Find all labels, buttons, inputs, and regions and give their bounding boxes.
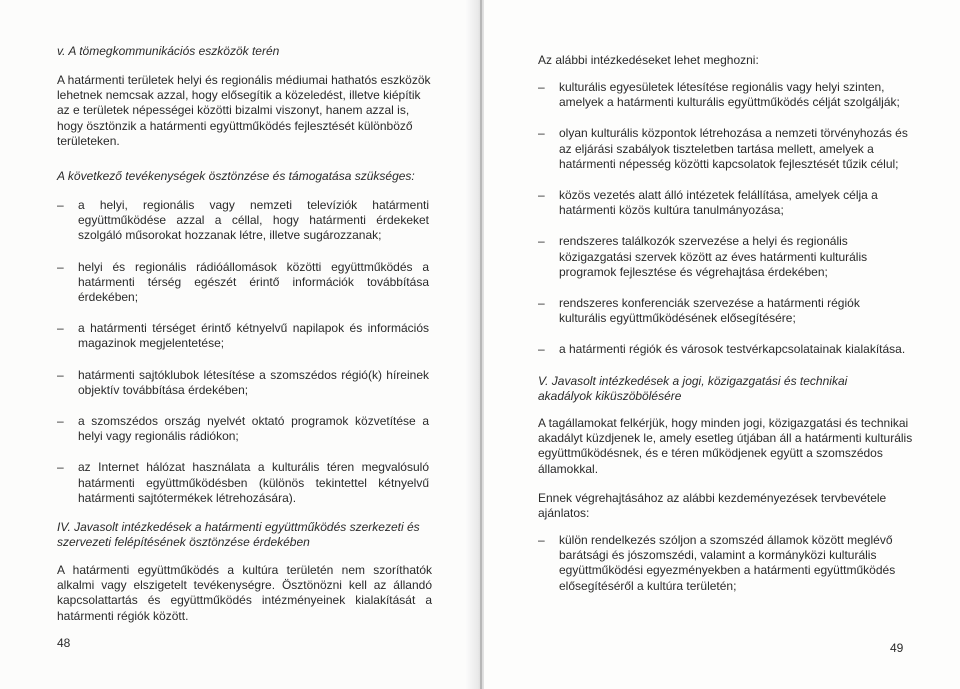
dash-bullet: – xyxy=(57,198,64,212)
dash-bullet: – xyxy=(538,234,545,249)
list-item-text: a határmenti térséget érintő kétnyelvű napilapok és információs magazinok megjelentetése; xyxy=(78,321,429,351)
initiatives-intro: Ennek végrehajtásához az alábbi kezdeményezések tervbevétele ajánlatos: xyxy=(538,491,887,521)
dash-bullet: – xyxy=(538,126,545,141)
dash-bullet: – xyxy=(538,533,545,547)
dash-bullet: – xyxy=(538,296,545,311)
left-bullet-list xyxy=(57,198,429,522)
dash-bullet: – xyxy=(538,342,545,357)
page-number-left: 48 xyxy=(57,636,71,650)
section-v-title: V. Javasolt intézkedések a jogi, közigazgatási és technikai akadályok kiküszöbölésére xyxy=(538,374,848,404)
list-item xyxy=(57,414,429,444)
dash-bullet: – xyxy=(57,367,64,382)
list-item xyxy=(538,188,910,218)
list-item xyxy=(538,342,910,357)
list-item-text: a határmenti régiók és városok testvérkapcsolatainak kialakítása. xyxy=(559,342,906,357)
dash-bullet: – xyxy=(538,80,545,94)
left-page xyxy=(0,0,476,689)
list-item-text: az Internet hálózat használata a kulturális téren megvalósuló határmenti együttműködésben (különös tekintettel kétnyelvű határmenti sajtótermékek létrehozására). xyxy=(78,460,429,505)
subheading: A következő tevékenységek ösztönzése és támogatása szükséges: xyxy=(57,169,415,183)
book-spine-line xyxy=(480,0,482,689)
list-item-text: a szomszédos ország nyelvét oktató programok közvetítése a helyi vagy regionális rádiókon; xyxy=(78,414,429,444)
intro-paragraph: A határmenti területek helyi és regionális médiumai hathatós eszközök lehetnek nemcsak azzal, hogy elősegítik a közeledést, illetve kiépítik az e területek népességei közötti bizalmi viszonyt, hanem azzal is, hogy ösztönzik a határmenti együttműködés fejlesztését különböző területeken. xyxy=(57,73,431,148)
dash-bullet: – xyxy=(57,460,64,475)
section-iv-paragraph: A határmenti együttműködés a kultúra területén nem szoríthatók alkalmi vagy elszigetelt tevékenységre. Ösztönözni kell az állandó kapcsolattartás és együttműködés intézményeinek kialakítását a határmenti régiók között. xyxy=(57,563,432,623)
dash-bullet: – xyxy=(57,414,64,429)
list-item-text: határmenti sajtóklubok létesítése a szomszédos régió(k) híreinek objektív továbbítása érdekében; xyxy=(78,367,429,397)
list-item-text: rendszeres konferenciák szervezése a határmenti régiók kulturális együttműködésének elősegítésére; xyxy=(559,296,860,326)
list-item xyxy=(538,126,910,172)
right-intro: Az alábbi intézkedéseket lehet meghozni: xyxy=(538,53,759,67)
list-item-text: a helyi, regionális vagy nemzeti televíziók határmenti együttműködése azzal a céllal, hogy határmenti érdekeket szolgáló műsorokat hozzanak létre, illetve sugározzanak; xyxy=(78,198,429,243)
list-item xyxy=(538,533,910,594)
dash-bullet: – xyxy=(57,321,64,336)
list-item xyxy=(57,321,429,351)
right-page xyxy=(484,0,960,689)
list-item-text: olyan kulturális központok létrehozása a nemzeti törvényhozás és az eljárási szabályok tiszteletben tartása mellett, amelyek a határmenti népesség közötti kapcsolatok fejlesztését tűzik célul; xyxy=(559,126,908,171)
initiatives-list xyxy=(538,533,910,610)
page-number-right: 49 xyxy=(890,641,904,655)
list-item-text: közös vezetés alatt álló intézetek felállítása, amelyek célja a határmenti közös kultúra tanulmányozása; xyxy=(559,188,878,218)
list-item xyxy=(57,460,429,506)
list-item xyxy=(538,234,910,280)
list-item-text: külön rendelkezés szóljon a szomszéd államok között meglévő barátsági és jószomszédi, valamint a kormányközi kulturális együttműködési egyezményekben a határmenti együttműködés elősegítéséről a kultúra területén; xyxy=(559,533,896,593)
list-item-text: helyi és regionális rádióállomások közötti együttműködés a határmenti térség egészét érintő információk továbbítása érdekében; xyxy=(78,259,429,305)
list-item-text: kulturális egyesületek létesítése regionális vagy helyi szinten, amelyek a határmenti kulturális együttműködés célját szolgálják; xyxy=(559,80,900,110)
list-item xyxy=(57,260,429,306)
list-item xyxy=(57,198,429,244)
list-item xyxy=(538,80,910,110)
dash-bullet: – xyxy=(538,188,545,203)
list-item-text: rendszeres találkozók szervezése a helyi és regionális közigazgatási szervek között az éves határmenti kulturális programok fejlesztése és végrehajtása érdekében; xyxy=(559,234,868,279)
list-item xyxy=(538,296,910,326)
section-v-paragraph: A tagállamokat felkérjük, hogy minden jogi, közigazgatási és technikai akadályt küzdjenek le, amely esetleg útjában áll a határmenti kulturális együttműködésnek, és e téren működjenek együtt a szomszédos államokkal. xyxy=(538,416,913,476)
dash-bullet: – xyxy=(57,259,64,274)
section-iv-title: IV. Javasolt intézkedések a határmenti együttműködés szerkezeti és szervezeti felépítésének ösztönzése érdekében xyxy=(57,520,420,550)
right-bullet-list xyxy=(538,80,910,374)
list-item xyxy=(57,368,429,398)
section-title: v. A tömegkommunikációs eszközök terén xyxy=(57,44,280,58)
